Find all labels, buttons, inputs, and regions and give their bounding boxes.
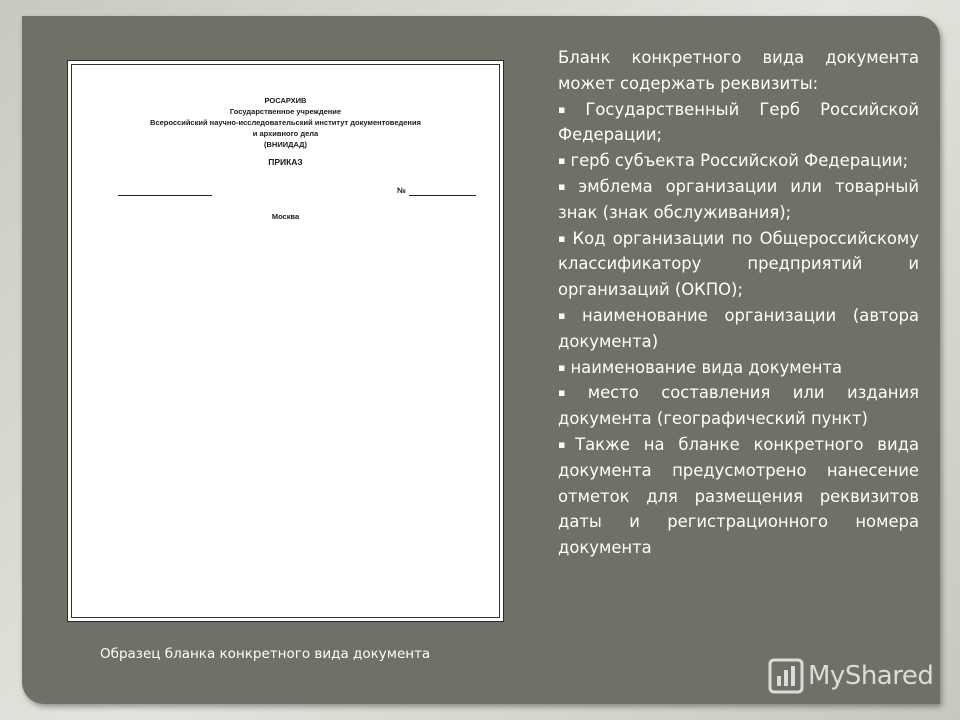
watermark-brand: MyShared bbox=[808, 661, 934, 691]
doc-type: ПРИКАЗ bbox=[268, 157, 303, 167]
bullet-icon: ▪ bbox=[558, 437, 575, 451]
watermark bbox=[768, 654, 933, 698]
bullet-icon: ▪ bbox=[558, 360, 566, 374]
intro-text: Бланк конкретного вида документа может содержать реквизиты: bbox=[558, 48, 919, 93]
bullet-item: ▪ место составления или издания документа (географический пункт) bbox=[558, 383, 919, 429]
bullet-icon: ▪ bbox=[558, 231, 568, 245]
doc-org-name-line2: и архивного дела bbox=[252, 129, 319, 138]
number-line bbox=[409, 195, 476, 196]
doc-org-type: Государственное учреждение bbox=[229, 107, 342, 116]
document-caption: Образец бланка конкретного вида документа bbox=[100, 646, 431, 662]
bar-chart-icon bbox=[768, 658, 804, 694]
requisites-text bbox=[558, 45, 919, 561]
number-sign: № bbox=[397, 186, 406, 195]
date-line bbox=[118, 195, 212, 196]
bullet-icon: ▪ bbox=[558, 386, 583, 400]
bullet-icon: ▪ bbox=[558, 102, 581, 116]
bullet-icon: ▪ bbox=[558, 308, 577, 322]
document-border bbox=[71, 64, 500, 618]
bullet-icon: ▪ bbox=[558, 154, 566, 168]
doc-place: Москва bbox=[271, 212, 300, 221]
bullet-item: ▪Также на бланке конкретного вида документа предусмотрено нанесение отметок для размещения реквизитов даты и регистрационного номера документа bbox=[558, 434, 919, 558]
doc-org-name-line1: Всероссийский научно-исследовательский институт документоведения bbox=[150, 118, 421, 127]
doc-org-parent: РОСАРХИВ bbox=[264, 96, 307, 105]
bullet-item: ▪ наименование организации (автора документа) bbox=[558, 305, 919, 351]
bullet-icon: ▪ bbox=[558, 179, 574, 193]
doc-org-abbr: (ВНИИДАД) bbox=[264, 140, 307, 149]
document-sample bbox=[67, 60, 504, 622]
bullet-item: ▪ герб субъекта Российской Федерации; bbox=[558, 151, 909, 171]
bullet-item: ▪ Государственный Герб Российской Федерации; bbox=[558, 99, 919, 145]
bullet-item: ▪ эмблема организации или товарный знак (знак обслуживания); bbox=[558, 176, 919, 222]
bullet-item: ▪ Код организации по Общероссийскому классификатору предприятий и организаций (ОКПО); bbox=[558, 228, 919, 300]
bullet-item: ▪ наименование вида документа bbox=[558, 357, 843, 377]
